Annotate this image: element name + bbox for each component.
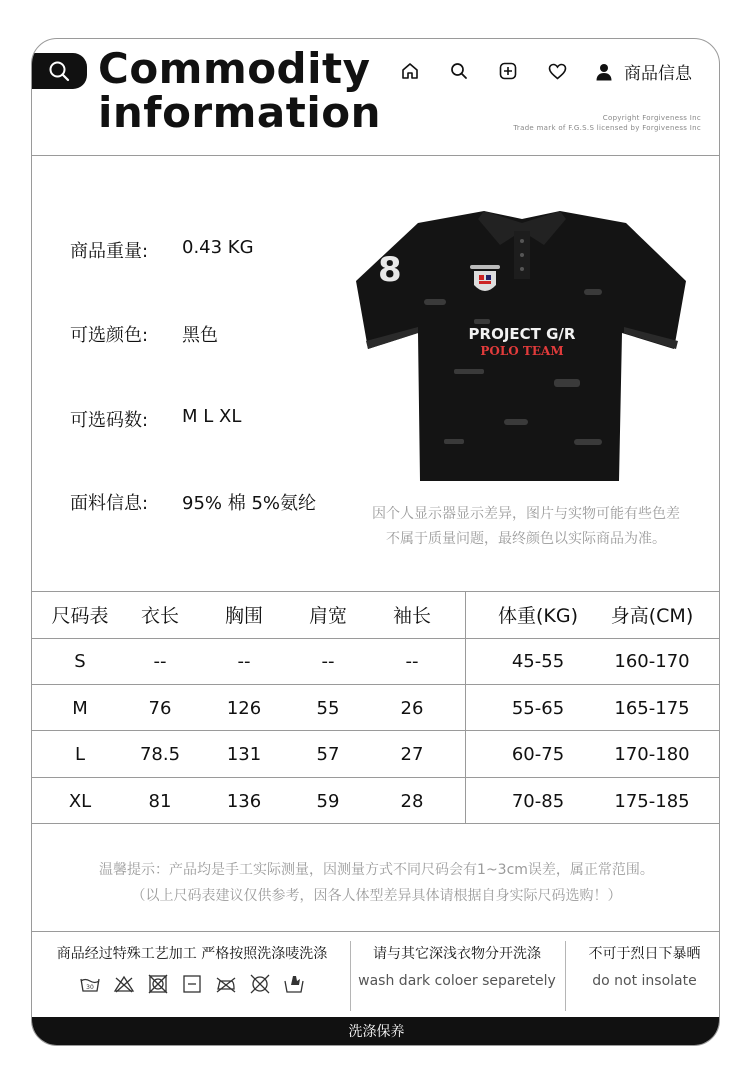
weight-label: 商品重量:: [70, 241, 149, 262]
fabric-label: 面料信息:: [70, 493, 149, 514]
cell-weight: 55-65: [511, 698, 565, 719]
copyright-line-2: Trade mark of F.G.S.S licensed by Forgiveness Inc: [513, 124, 701, 132]
svg-text:30: 30: [86, 984, 94, 991]
no-bleach-icon: [113, 973, 135, 995]
care-title-2: 请与其它深浅衣物分开洗涤: [373, 946, 541, 962]
page-title: [98, 44, 381, 137]
care-top-rule: [32, 931, 719, 932]
cell-chest: --: [237, 651, 251, 672]
care-divider: [565, 941, 566, 1011]
header-cell-height: 身高(CM): [610, 605, 694, 627]
cell-chest: 126: [226, 698, 262, 719]
table-rule: [32, 823, 719, 824]
info-size: [70, 406, 241, 432]
table-row: [32, 685, 720, 732]
header-cell-sleeve: 袖长: [392, 605, 431, 627]
search-button[interactable]: [31, 53, 87, 89]
nav-icon-bar: [400, 61, 596, 81]
table-row: [32, 638, 720, 685]
disclaimer-line-2: 不属于质量问题，最终颜色以实际商品为准。: [386, 531, 666, 547]
cell-size: L: [74, 744, 86, 765]
cell-height: 170-180: [614, 744, 690, 765]
nav-user-item[interactable]: [596, 59, 692, 84]
fabric-value: 95% 棉 5%氨纶: [182, 493, 317, 514]
user-icon: [596, 63, 612, 81]
care-column-1: [42, 943, 342, 995]
care-subtitle-3: do not insolate: [592, 973, 697, 989]
size-value: M L XL: [182, 406, 242, 427]
cell-shoulder: 57: [316, 744, 340, 765]
table-row: [32, 731, 720, 778]
table-row: [32, 778, 720, 825]
add-icon[interactable]: [498, 61, 518, 81]
header-cell-size: 尺码表: [51, 605, 109, 627]
cell-height: 165-175: [614, 698, 690, 719]
weight-value: 0.43 KG: [182, 237, 254, 258]
cell-length: --: [153, 651, 167, 672]
measurement-tip: [32, 857, 720, 909]
cell-shoulder: --: [321, 651, 335, 672]
header-cell-chest: 胸围: [224, 605, 263, 627]
table-rule: [32, 777, 719, 778]
shirt-print-sub: POLO TEAM: [480, 344, 564, 358]
color-value: 黑色: [182, 325, 218, 346]
title-line-1: Commodity: [98, 44, 371, 93]
no-tumble-dry-icon: [147, 973, 169, 995]
product-image: [354, 209, 690, 489]
table-header-row: [32, 591, 720, 638]
cell-height: 160-170: [614, 651, 690, 672]
info-fabric: [70, 489, 316, 515]
table-column-divider: [465, 591, 466, 823]
care-symbols: [42, 973, 342, 995]
cell-size: S: [74, 651, 86, 672]
care-title-1: 商品经过特殊工艺加工 严格按照洗涤唛洗涤: [56, 946, 328, 962]
info-color: [70, 321, 218, 347]
care-divider: [350, 941, 351, 1011]
care-title-3: 不可于烈日下暴晒: [588, 946, 701, 962]
table-rule: [32, 684, 719, 685]
cell-chest: 136: [226, 791, 262, 812]
tip-line-1: 温馨提示：产品均是手工实际测量，因测量方式不同尺码会有1~3cm误差，属正常范围。: [99, 862, 654, 878]
cell-length: 76: [148, 698, 172, 719]
header-cell-weight: 体重(KG): [497, 605, 578, 627]
care-column-2: [357, 943, 557, 989]
heart-icon[interactable]: [547, 61, 567, 81]
commodity-card: [31, 38, 720, 1046]
cell-weight: 60-75: [511, 744, 565, 765]
cell-chest: 131: [226, 744, 262, 765]
home-icon[interactable]: [400, 61, 420, 81]
shirt-print-main: PROJECT G/R: [468, 325, 576, 343]
cell-length: 81: [148, 791, 172, 812]
footer-label: 洗涤保养: [348, 1024, 405, 1040]
table-rule: [32, 638, 719, 639]
copyright-notice: [513, 113, 701, 133]
size-label: 可选码数:: [70, 410, 149, 431]
wash-30-icon: [79, 973, 101, 995]
cell-shoulder: 59: [316, 791, 340, 812]
header-divider: [32, 155, 719, 156]
header-cell-shoulder: 肩宽: [308, 605, 347, 627]
cell-sleeve: 28: [400, 791, 424, 812]
cell-shoulder: 55: [316, 698, 340, 719]
copyright-line-1: Copyright Forgiveness Inc: [602, 114, 701, 122]
svg-text:8: 8: [378, 250, 402, 290]
cell-size: XL: [68, 791, 92, 812]
cell-sleeve: 27: [400, 744, 424, 765]
cell-sleeve: 26: [400, 698, 424, 719]
hand-wash-icon: [283, 973, 305, 995]
search-icon[interactable]: [449, 61, 469, 81]
care-subtitle-2: wash dark coloer separetely: [358, 973, 556, 989]
flat-dry-icon: [181, 973, 203, 995]
no-dry-clean-icon: [249, 973, 271, 995]
no-iron-icon: [215, 973, 237, 995]
cell-sleeve: --: [405, 651, 419, 672]
care-column-3: [572, 943, 717, 989]
tip-line-2: （以上尺码表建议仅供参考，因各人体型差异具体请根据自身实际尺码选购！）: [131, 888, 622, 904]
title-line-2: information: [98, 88, 381, 137]
info-weight: [70, 237, 254, 263]
color-disclaimer: [336, 502, 716, 552]
cell-size: M: [72, 698, 88, 719]
cell-weight: 45-55: [511, 651, 565, 672]
disclaimer-line-1: 因个人显示器显示差异，图片与实物可能有些色差: [372, 506, 680, 522]
cell-height: 175-185: [614, 791, 690, 812]
color-label: 可选颜色:: [70, 325, 149, 346]
header-cell-length: 衣长: [140, 605, 179, 627]
cell-weight: 70-85: [511, 791, 565, 812]
nav-user-label: 商品信息: [624, 64, 692, 84]
search-icon: [48, 60, 70, 82]
table-rule: [32, 730, 719, 731]
cell-length: 78.5: [139, 744, 181, 765]
footer-bar: [32, 1017, 720, 1045]
